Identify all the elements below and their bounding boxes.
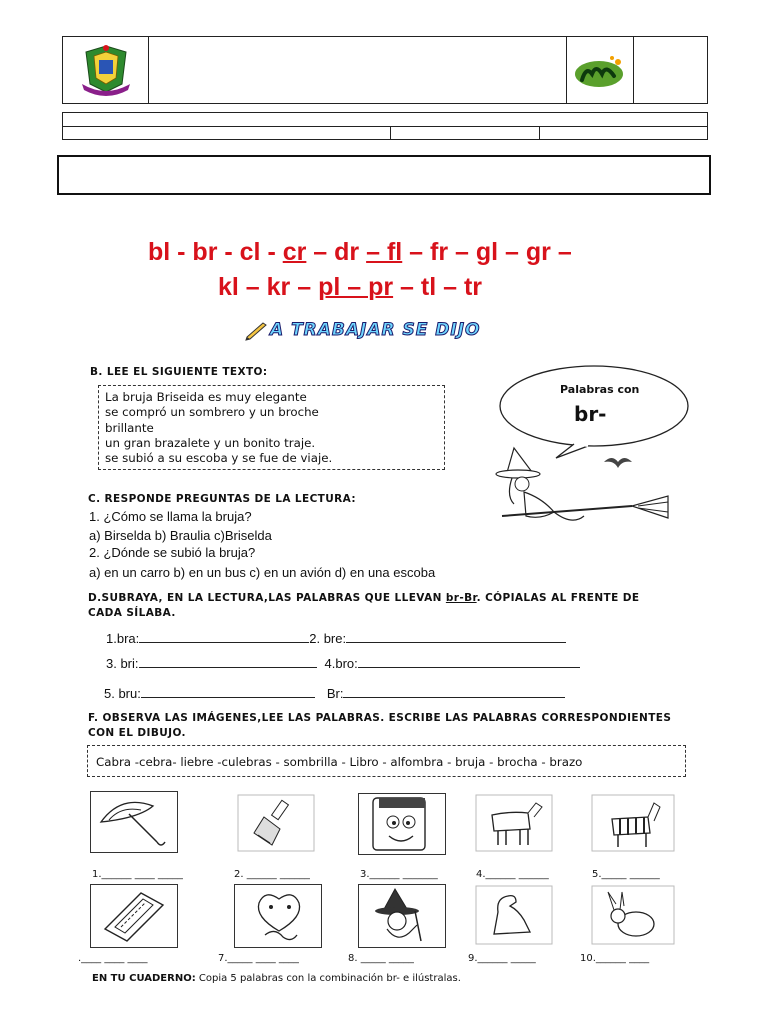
info-table-divider [539,126,540,140]
fill-row-1 [106,631,566,646]
header-table [62,36,708,104]
section-d-text: D.SUBRAYA, EN LA LECTURA,LAS PALABRAS QUE LLEVAN [88,592,446,604]
title-box [57,155,711,195]
header-brand-cell [566,37,634,103]
bubble-line-2: br- [574,402,607,426]
snakes-icon [235,885,321,947]
syllable-text: bl - br - cl - [148,238,283,266]
section-d-br: br-Br [445,592,477,604]
syllable-text: kl – kr – [218,273,319,301]
work-banner [244,320,529,344]
fill-blank[interactable] [139,631,309,643]
picture-frame [590,793,678,855]
syllable-text: – fr – gl – gr – [402,238,572,266]
fill-blank[interactable] [141,686,315,698]
picture-frame [234,884,322,948]
fill-label: 3. bri: [106,656,139,671]
bubble-line-1: Palabras con [560,383,640,396]
syllables-line-1 [148,238,572,267]
section-f-heading: F. OBSERVA LAS IMÁGENES,LEE LAS PALABRAS. ESCRIBE LAS PALABRAS CORRESPONDIENTES [88,712,672,724]
syllables-line-2 [218,273,482,302]
syllable-text: pl – pr [318,273,394,301]
question-1: 1. ¿Cómo se llama la bruja? [89,509,252,524]
fill-label: 4.bro: [324,656,358,671]
hare-icon [590,884,676,946]
section-d-text: . CÓPIALAS AL FRENTE DE [476,592,640,604]
fill-row-3 [104,686,565,701]
paintbrush-icon [234,793,320,853]
picture-label[interactable]: .____ ____ ____ [78,953,148,964]
fill-row-2 [106,656,580,671]
picture-frame [90,791,178,853]
banner-text: A TRABAJAR SE DIJO [270,320,481,340]
fill-blank[interactable] [358,656,580,668]
brand-logo-icon [568,38,634,104]
picture-label[interactable]: 4.______ ______ [476,869,549,880]
reading-line: se compró un sombrero y un broche [105,405,319,420]
picture-label[interactable]: 8. _____ _____ [348,953,414,964]
picture-label[interactable]: 1.______ ____ _____ [92,869,183,880]
fill-label: Br: [326,686,344,701]
syllable-text: cr [282,238,307,266]
syllable-text: – tl – tr [393,273,483,301]
picture-frame [470,884,558,948]
reading-line: brillante [105,420,154,435]
goat-icon [470,793,556,853]
picture-label[interactable]: 5._____ ______ [592,869,660,880]
question-1-options: a) Birselda b) Braulia c)Briselda [89,528,272,543]
reading-line: se subió a su escoba y se fue de viaje. [105,451,333,466]
section-d-heading [88,592,639,604]
fill-blank[interactable] [139,656,317,668]
picture-label[interactable]: 7._____ ____ ____ [218,953,299,964]
reading-line: un gran brazalete y un bonito traje. [105,435,316,450]
witch-on-broom-icon [492,446,672,532]
witch-icon [359,885,445,947]
picture-label[interactable]: 10.______ ____ [580,953,650,964]
info-table [62,112,708,140]
question-2-options: a) en un carro b) en un bus c) en un avión d) en una escoba [89,565,436,580]
picture-label[interactable]: 3.______ _______ [360,869,438,880]
syllable-text: – fl [366,238,403,266]
fill-blank[interactable] [343,686,565,698]
section-b-heading: B. LEE EL SIGUIENTE TEXTO: [90,366,268,378]
syllable-text: – dr [306,238,367,266]
fill-label: 1.bra: [106,631,140,646]
header-logo-cell [63,37,149,103]
book-character-icon [359,794,445,854]
picture-label[interactable]: 2. ______ ______ [234,869,310,880]
reading-box [98,385,445,470]
pencil-icon [244,322,268,342]
info-table-divider [63,126,707,127]
notebook-label: EN TU CUADERNO: [92,973,196,984]
notebook-text: Copia 5 palabras con la combinación br- e ilústralas. [195,973,461,984]
picture-frame [358,793,446,855]
fill-label: 2. bre: [309,631,347,646]
picture-frame [234,793,322,855]
picture-label[interactable]: 9.______ _____ [468,953,536,964]
arm-muscle-icon [470,884,556,946]
fill-blank[interactable] [346,631,566,643]
word-list-box: Cabra -cebra- liebre -culebras - sombrilla - Libro - alfombra - bruja - brocha - brazo [87,745,686,777]
section-c-heading: C. RESPONDE PREGUNTAS DE LA LECTURA: [88,493,356,505]
school-crest-icon [64,38,148,104]
info-table-divider [390,126,391,140]
rug-icon [91,885,177,947]
reading-line: La bruja Briseida es muy elegante [105,390,307,404]
picture-frame [590,884,678,948]
question-2: 2. ¿Dónde se subió la bruja? [89,545,256,560]
zebra-icon [590,793,676,853]
notebook-instruction [92,973,461,984]
section-d-heading-cont: CADA SÍLABA. [88,607,176,619]
picture-frame [470,793,558,855]
section-f-heading-cont: CON EL DIBUJO. [88,727,186,739]
picture-frame [358,884,446,948]
picture-frame [90,884,178,948]
fill-label: 5. bru: [104,686,141,701]
umbrella-icon [91,792,177,852]
